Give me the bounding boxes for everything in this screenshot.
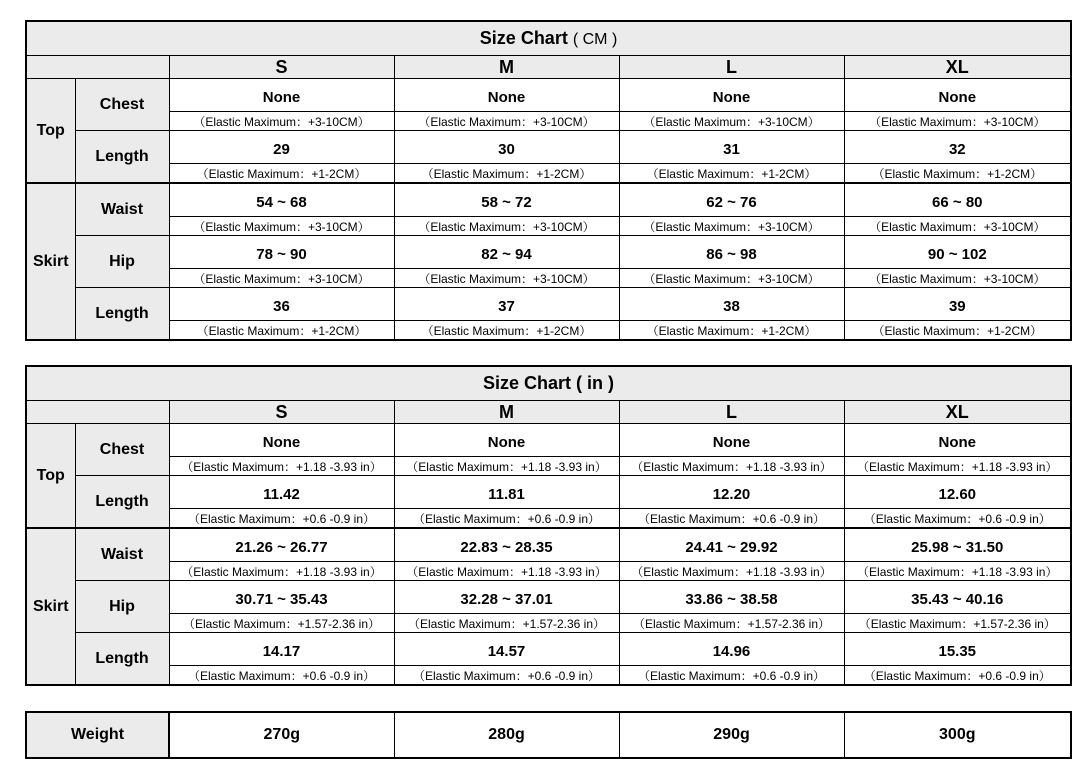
elastic-note: （Elastic Maximum：+1-2CM） <box>394 321 619 341</box>
elastic-note: （Elastic Maximum：+0.6 -0.9 in） <box>169 666 394 686</box>
elastic-note: （Elastic Maximum：+3-10CM） <box>394 112 619 131</box>
weight-value: 270g <box>169 712 394 758</box>
size-header-l: L <box>619 56 844 79</box>
elastic-note: （Elastic Maximum：+0.6 -0.9 in） <box>169 509 394 529</box>
measurement-value: 66 ~ 80 <box>844 183 1071 217</box>
measurement-value: 14.96 <box>619 633 844 666</box>
weight-row <box>26 712 1071 758</box>
measurement-label-length: Length <box>75 288 169 341</box>
elastic-note: （Elastic Maximum：+1.57-2.36 in） <box>619 614 844 633</box>
measurement-value-row <box>26 424 1071 457</box>
size-header-m: M <box>394 401 619 424</box>
weight-value: 280g <box>394 712 619 758</box>
measurement-value: 30 <box>394 131 619 164</box>
measurement-value: 31 <box>619 131 844 164</box>
measurement-value-row <box>26 183 1071 217</box>
measurement-value-row <box>26 131 1071 164</box>
elastic-note: （Elastic Maximum：+0.6 -0.9 in） <box>619 509 844 529</box>
measurement-label-length: Length <box>75 476 169 529</box>
measurement-label-chest: Chest <box>75 79 169 131</box>
measurement-value: None <box>169 424 394 457</box>
chart-unit: ( in ) <box>576 373 615 393</box>
elastic-note: （Elastic Maximum：+1.57-2.36 in） <box>844 614 1071 633</box>
measurement-value: None <box>169 79 394 112</box>
measurement-value: 22.83 ~ 28.35 <box>394 528 619 562</box>
size-header-row <box>26 56 1071 79</box>
chart-title-row <box>26 21 1071 56</box>
size-header-s: S <box>169 401 394 424</box>
elastic-note: （Elastic Maximum：+3-10CM） <box>619 112 844 131</box>
chart-unit: ( CM ) <box>572 31 618 48</box>
measurement-value: 12.60 <box>844 476 1071 509</box>
measurement-value: 86 ~ 98 <box>619 236 844 269</box>
elastic-note: （Elastic Maximum：+1-2CM） <box>619 164 844 184</box>
chart-title-text: Size Chart <box>479 28 568 48</box>
measurement-label-waist: Waist <box>75 528 169 581</box>
elastic-note: （Elastic Maximum：+1-2CM） <box>169 321 394 341</box>
elastic-note: （Elastic Maximum：+3-10CM） <box>619 269 844 288</box>
group-label-skirt: Skirt <box>26 528 75 685</box>
measurement-value: None <box>394 424 619 457</box>
size-chart-in-body <box>26 366 1071 685</box>
measurement-value-row <box>26 528 1071 562</box>
chart-title <box>26 366 1071 401</box>
measurement-label-hip: Hip <box>75 581 169 633</box>
measurement-value: None <box>844 424 1071 457</box>
measurement-value: 35.43 ~ 40.16 <box>844 581 1071 614</box>
measurement-value-row <box>26 288 1071 321</box>
size-header-s: S <box>169 56 394 79</box>
measurement-label-chest: Chest <box>75 424 169 476</box>
weight-label: Weight <box>26 712 169 758</box>
elastic-note: （Elastic Maximum：+0.6 -0.9 in） <box>394 666 619 686</box>
elastic-note: （Elastic Maximum：+3-10CM） <box>394 269 619 288</box>
elastic-note: （Elastic Maximum：+3-10CM） <box>844 269 1071 288</box>
elastic-note: （Elastic Maximum：+1-2CM） <box>619 321 844 341</box>
measurement-value: 25.98 ~ 31.50 <box>844 528 1071 562</box>
measurement-label-hip: Hip <box>75 236 169 288</box>
measurement-value: 21.26 ~ 26.77 <box>169 528 394 562</box>
elastic-note: （Elastic Maximum：+3-10CM） <box>844 217 1071 236</box>
elastic-note-row <box>26 164 1071 184</box>
elastic-note-row <box>26 217 1071 236</box>
size-header-m: M <box>394 56 619 79</box>
measurement-value: 30.71 ~ 35.43 <box>169 581 394 614</box>
measurement-value: 11.81 <box>394 476 619 509</box>
measurement-value: 33.86 ~ 38.58 <box>619 581 844 614</box>
measurement-value-row <box>26 236 1071 269</box>
measurement-value: 90 ~ 102 <box>844 236 1071 269</box>
size-header-xl: XL <box>844 56 1071 79</box>
elastic-note: （Elastic Maximum：+1.18 -3.93 in） <box>844 457 1071 476</box>
measurement-value: None <box>619 79 844 112</box>
size-header-l: L <box>619 401 844 424</box>
group-label-top: Top <box>26 424 75 529</box>
measurement-label-waist: Waist <box>75 183 169 236</box>
measurement-value: 12.20 <box>619 476 844 509</box>
measurement-value: 32.28 ~ 37.01 <box>394 581 619 614</box>
measurement-value: 15.35 <box>844 633 1071 666</box>
weight-value: 300g <box>844 712 1071 758</box>
measurement-value: 54 ~ 68 <box>169 183 394 217</box>
elastic-note: （Elastic Maximum：+1.18 -3.93 in） <box>169 457 394 476</box>
elastic-note: （Elastic Maximum：+1.18 -3.93 in） <box>619 562 844 581</box>
measurement-value: 37 <box>394 288 619 321</box>
header-blank-cell <box>26 56 169 79</box>
header-blank-cell <box>26 401 169 424</box>
elastic-note-row <box>26 614 1071 633</box>
weight-value: 290g <box>619 712 844 758</box>
measurement-value: 78 ~ 90 <box>169 236 394 269</box>
elastic-note-row <box>26 666 1071 686</box>
elastic-note: （Elastic Maximum：+3-10CM） <box>169 217 394 236</box>
measurement-value: None <box>619 424 844 457</box>
elastic-note-row <box>26 562 1071 581</box>
measurement-value-row <box>26 633 1071 666</box>
elastic-note: （Elastic Maximum：+3-10CM） <box>844 112 1071 131</box>
elastic-note: （Elastic Maximum：+3-10CM） <box>169 269 394 288</box>
size-header-row <box>26 401 1071 424</box>
measurement-value: 24.41 ~ 29.92 <box>619 528 844 562</box>
measurement-value: 14.57 <box>394 633 619 666</box>
elastic-note-row <box>26 112 1071 131</box>
measurement-value: 36 <box>169 288 394 321</box>
chart-title-row <box>26 366 1071 401</box>
elastic-note: （Elastic Maximum：+3-10CM） <box>619 217 844 236</box>
measurement-value-row <box>26 581 1071 614</box>
group-label-top: Top <box>26 79 75 184</box>
measurement-value-row <box>26 79 1071 112</box>
measurement-value: 62 ~ 76 <box>619 183 844 217</box>
measurement-value: 29 <box>169 131 394 164</box>
measurement-value-row <box>26 476 1071 509</box>
measurement-value: 32 <box>844 131 1071 164</box>
elastic-note: （Elastic Maximum：+1-2CM） <box>394 164 619 184</box>
weight-table <box>25 711 1072 759</box>
elastic-note: （Elastic Maximum：+0.6 -0.9 in） <box>394 509 619 529</box>
elastic-note: （Elastic Maximum：+1.57-2.36 in） <box>169 614 394 633</box>
group-label-skirt: Skirt <box>26 183 75 340</box>
elastic-note: （Elastic Maximum：+1.18 -3.93 in） <box>394 457 619 476</box>
measurement-value: None <box>844 79 1071 112</box>
elastic-note-row <box>26 321 1071 341</box>
elastic-note: （Elastic Maximum：+3-10CM） <box>169 112 394 131</box>
measurement-value: 39 <box>844 288 1071 321</box>
size-chart-cm-body <box>26 21 1071 340</box>
measurement-value: 14.17 <box>169 633 394 666</box>
elastic-note: （Elastic Maximum：+1.18 -3.93 in） <box>619 457 844 476</box>
measurement-value: 82 ~ 94 <box>394 236 619 269</box>
elastic-note: （Elastic Maximum：+1.18 -3.93 in） <box>169 562 394 581</box>
elastic-note: （Elastic Maximum：+0.6 -0.9 in） <box>844 666 1071 686</box>
elastic-note: （Elastic Maximum：+0.6 -0.9 in） <box>844 509 1071 529</box>
size-header-xl: XL <box>844 401 1071 424</box>
elastic-note: （Elastic Maximum：+0.6 -0.9 in） <box>619 666 844 686</box>
elastic-note: （Elastic Maximum：+1.57-2.36 in） <box>394 614 619 633</box>
measurement-value: None <box>394 79 619 112</box>
chart-title <box>26 21 1071 56</box>
elastic-note: （Elastic Maximum：+1-2CM） <box>844 164 1071 184</box>
size-chart-in <box>25 365 1072 686</box>
size-chart-cm <box>25 20 1072 341</box>
measurement-label-length: Length <box>75 131 169 184</box>
chart-title-text: Size Chart <box>482 373 572 393</box>
measurement-value: 58 ~ 72 <box>394 183 619 217</box>
elastic-note-row <box>26 457 1071 476</box>
elastic-note: （Elastic Maximum：+1-2CM） <box>844 321 1071 341</box>
elastic-note: （Elastic Maximum：+1.18 -3.93 in） <box>394 562 619 581</box>
elastic-note-row <box>26 269 1071 288</box>
elastic-note: （Elastic Maximum：+1.18 -3.93 in） <box>844 562 1071 581</box>
elastic-note: （Elastic Maximum：+3-10CM） <box>394 217 619 236</box>
elastic-note-row <box>26 509 1071 529</box>
elastic-note: （Elastic Maximum：+1-2CM） <box>169 164 394 184</box>
measurement-label-length: Length <box>75 633 169 686</box>
measurement-value: 38 <box>619 288 844 321</box>
measurement-value: 11.42 <box>169 476 394 509</box>
